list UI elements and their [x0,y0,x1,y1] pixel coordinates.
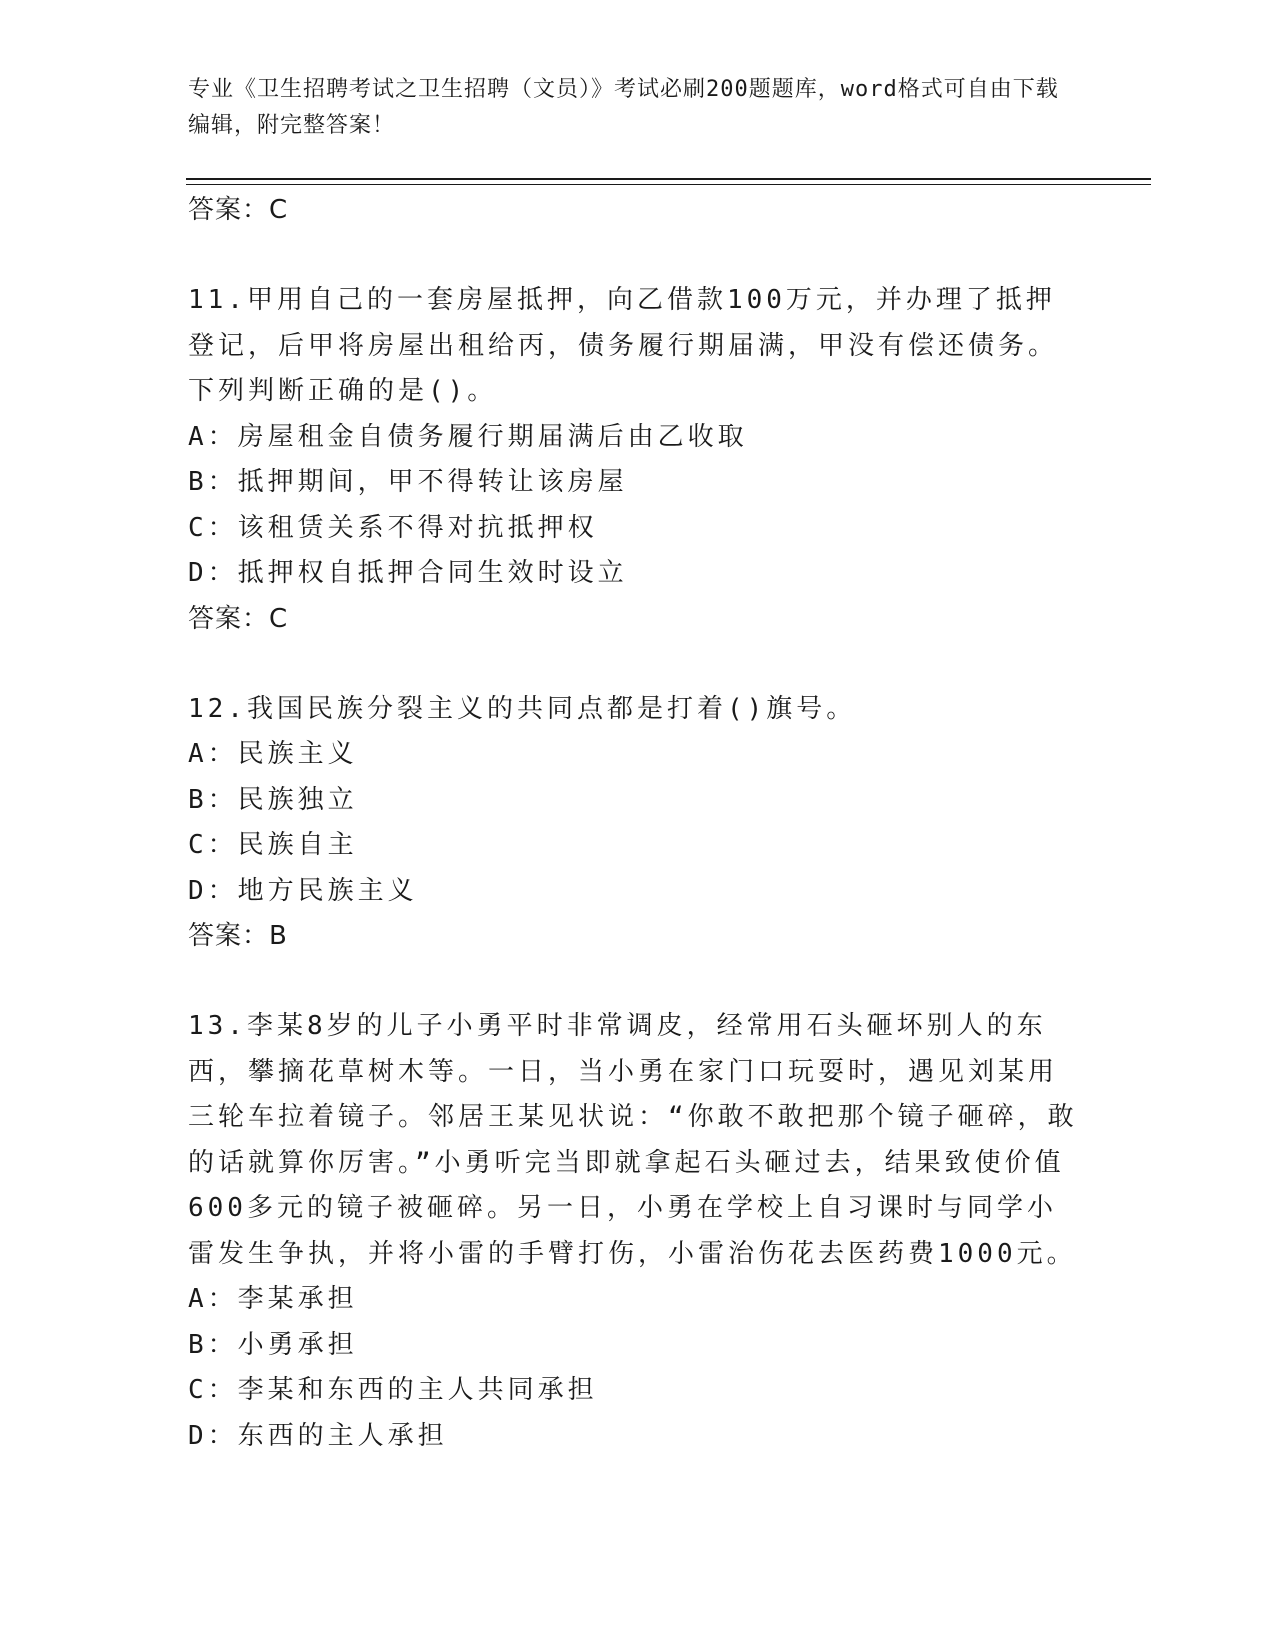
option-a: A：房屋租金自债务履行期届满后由乙收取 [188,421,748,452]
answer-line: 答案：C [188,195,289,225]
option-d: D：东西的主人承担 [188,1420,448,1451]
question-item [188,687,1078,960]
option-b: B：小勇承担 [188,1329,358,1360]
question-item [188,1004,1078,1459]
document-header: 专业《卫生招聘考试之卫生招聘（文员）》考试必刷200题题库，word格式可自由下载编辑，附完整答案！ [188,77,1059,138]
option-c: C：李某和东西的主人共同承担 [188,1375,598,1405]
header-divider [186,178,1151,180]
question-item [188,278,1078,642]
option-d: D：抵押权自抵押合同生效时设立 [188,558,628,588]
option-b: B：抵押期间，甲不得转让该房屋 [188,467,628,497]
option-a: A：李某承担 [188,1284,358,1314]
option-d: D：地方民族主义 [188,875,418,906]
question-list [188,188,1078,1459]
option-b: B：民族独立 [188,784,358,815]
question-stem: 12.我国民族分裂主义的共同点都是打着()旗号。 [188,693,857,724]
header-divider-thin [186,184,1151,185]
question-stem: 13.李某8岁的儿子小勇平时非常调皮，经常用石头砸坏别人的东西，攀摘花草树木等。一日，当小勇在家门口玩耍时，遇见刘某用三轮车拉着镜子。邻居王某见状说：“你敢不敢把那个镜子砸碎，敢的话就算你厉害。”小勇听完当即就拿起石头砸过去，结果致使价值600多元的镜子被砸碎。另一日，小勇在学校上自习课时与同学小雷发生争执，并将小雷的手臂打伤，小雷治伤花去医药费1000元。 [188,1011,1078,1269]
option-c: C：民族自主 [188,830,358,860]
answer-line: 答案：C [188,603,289,634]
answer-line: 答案：B [188,921,288,951]
option-c: C：该租赁关系不得对抗抵押权 [188,512,598,543]
question-stem: 11.甲用自己的一套房屋抵押，向乙借款100万元，并办理了抵押登记，后甲将房屋出租给丙，债务履行期届满，甲没有偿还债务。下列判断正确的是()。 [188,285,1059,406]
option-a: A：民族主义 [188,739,358,769]
